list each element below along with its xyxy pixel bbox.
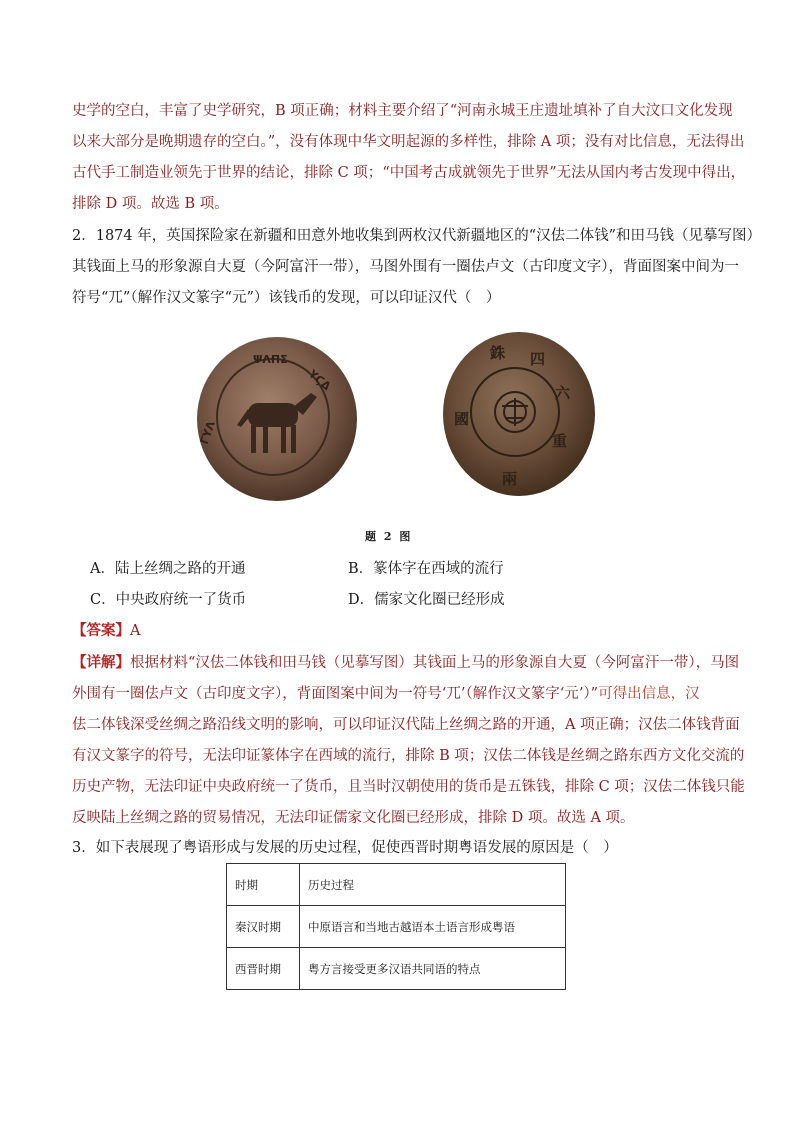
detail-label: 【详解】 xyxy=(72,654,130,671)
svg-text:ΨΛΠΣ: ΨΛΠΣ xyxy=(253,353,288,366)
option-b[interactable]: B．篆体字在西域的流行 xyxy=(348,561,504,577)
table-cell: 粤方言接受更多汉语共同语的特点 xyxy=(300,948,566,990)
svg-text:銖: 銖 xyxy=(490,344,506,362)
question-2-line-3: 符号“兀”（解作汉文篆字“元”）该钱币的发现，可以印证汉代（ ） xyxy=(72,290,501,306)
prev-explanation-line-1 xyxy=(72,101,733,121)
prev-explanation-line-2 xyxy=(72,132,744,152)
question-2-line-1: 2．1874 年，英国探险家在新疆和田意外地收集到两枚汉代新疆地区的“汉佉二体钱”和田马钱（见摹写图） xyxy=(72,228,762,244)
detail-line-5: 历史产物，无法印证中央政府统一了货币，且当时汉朝使用的货币是五铢钱，排除 C 项；汉佉二体钱只能 xyxy=(72,779,745,795)
question-3-line-1: 3．如下表展现了粤语形成与发展的历史过程，促使西晋时期粤语发展的原因是（ ） xyxy=(72,840,618,856)
answer-value: A xyxy=(130,623,141,639)
option-d[interactable]: D．儒家文化圈已经形成 xyxy=(348,592,505,608)
prev-explanation-line-3 xyxy=(72,163,745,183)
history-table xyxy=(226,863,566,990)
text-span: “中国考古成就领先于世界”无法从国内考古发现中得出， xyxy=(382,165,746,181)
svg-text:四: 四 xyxy=(530,350,546,368)
answer-label: 【答案】 xyxy=(72,622,130,639)
answer-line xyxy=(72,621,140,641)
figure-caption: 题 2 图 xyxy=(365,530,413,543)
table-row xyxy=(227,948,566,990)
horse-coin-reverse-image xyxy=(440,328,598,500)
table-cell: 中原语言和当地古越语本土语言形成粤语 xyxy=(300,906,566,948)
text-span: 外围有一圈佉卢文（古印度文字），背面图案中间为一符号‘兀’（解作汉文篆字‘元’）” xyxy=(72,686,599,702)
option-c[interactable]: C．中央政府统一了货币 xyxy=(90,592,247,608)
text-span: ，没有体现中华文明起源的多样性，排除 A 项；没有对比信息，无法得出 xyxy=(275,134,745,150)
detail-line-3: 佉二体钱深受丝绸之路沿线文明的影响，可以印证汉代陆上丝绸之路的开通，A 项正确；汉佉二体钱背面 xyxy=(72,717,740,733)
option-a[interactable]: A．陆上丝绸之路的开通 xyxy=(90,561,246,577)
svg-text:六: 六 xyxy=(555,384,571,402)
text-span: 根据材料“汉佉二体钱和田马钱（见摹写图）其钱面上马的形象源自大夏（今阿富汗一带），马图 xyxy=(130,655,740,671)
detail-line-1 xyxy=(72,653,739,673)
table-cell: 秦汉时期 xyxy=(227,906,300,948)
svg-text:ΓΥΛ: ΓΥΛ xyxy=(197,419,218,447)
table-header-cell: 时期 xyxy=(227,864,300,906)
svg-text:ΥϚΔ: ΥϚΔ xyxy=(306,367,334,394)
detail-line-2 xyxy=(72,684,700,704)
svg-text:國: 國 xyxy=(454,410,470,428)
text-span: 可得出信息，汉 xyxy=(598,686,700,702)
table-header-cell: 历史过程 xyxy=(300,864,566,906)
prev-explanation-line-4: 排除 D 项。故选 B 项。 xyxy=(72,196,229,212)
horse-coin-obverse-image xyxy=(193,335,361,503)
svg-text:重: 重 xyxy=(552,432,568,450)
text-span: B 项正确；材料主要介绍了“河南永城王庄遗址填补了自大汶口文化发现 xyxy=(275,103,733,119)
question-2-line-2: 其钱面上马的形象源自大夏（今阿富汗一带），马图外围有一圈佉卢文（古印度文字），背面图案中间为一 xyxy=(72,259,739,275)
text-span: 史学的空白，丰富了史学研究， xyxy=(72,103,275,119)
table-row xyxy=(227,906,566,948)
text-span: 古代手工制造业领先于世界的结论，排除 C 项； xyxy=(72,165,383,181)
svg-text:兩: 兩 xyxy=(502,470,518,488)
table-cell: 西晋时期 xyxy=(227,948,300,990)
detail-line-4: 有汉文篆字的符号，无法印证篆体字在西域的流行，排除 B 项；汉佉二体钱是丝绸之路东西方文化交流的 xyxy=(72,748,745,764)
text-span: 以来大部分是晚期遗存的空白。” xyxy=(72,134,276,150)
detail-line-6: 反映陆上丝绸之路的贸易情况，无法印证儒家文化圈已经形成，排除 D 项。故选 A 项。 xyxy=(72,810,635,826)
table-header-row xyxy=(227,864,566,906)
